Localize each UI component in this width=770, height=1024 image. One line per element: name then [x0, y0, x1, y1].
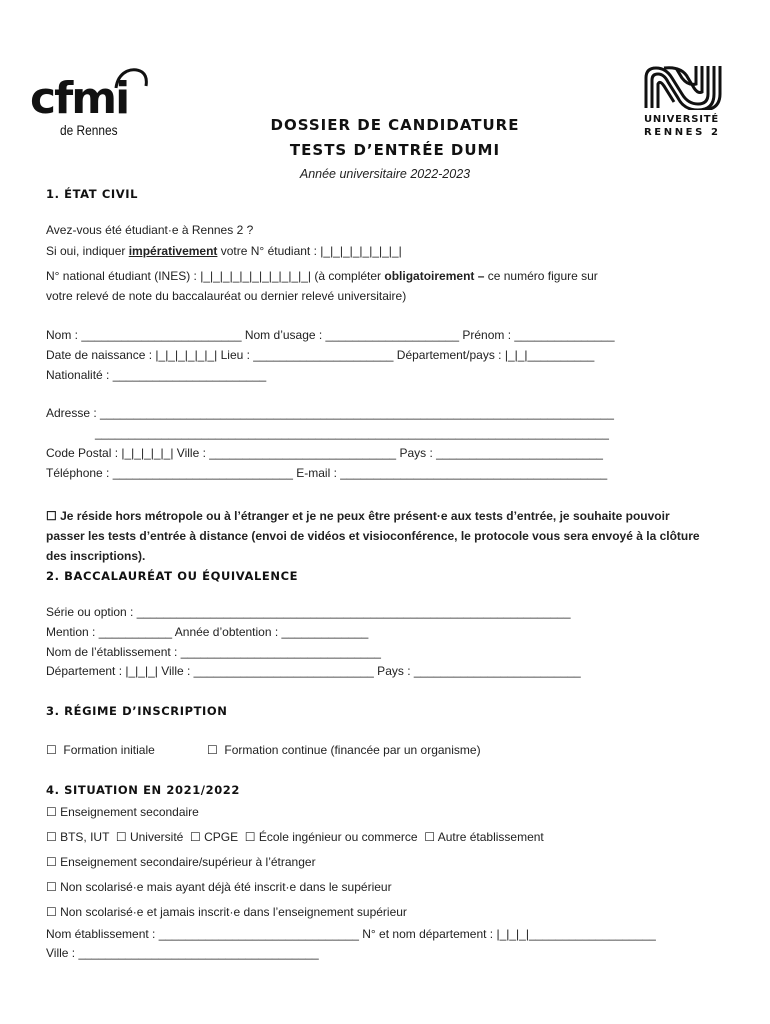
nationality-field[interactable]: Nationalité : _______________________ — [46, 368, 267, 382]
obligatoirement: obligatoirement – — [384, 269, 485, 283]
ines-field[interactable] — [46, 269, 598, 284]
secondary-checkbox[interactable]: ☐ Enseignement secondaire — [46, 805, 199, 819]
si-oui-a: Si oui, indiquer — [46, 244, 129, 258]
doc-title-line2: TESTS D’ENTRÉE DUMI — [289, 141, 501, 159]
rennes2-line1: UNIVERSITÉ — [644, 114, 720, 125]
doc-year: Année universitaire 2022-2023 — [299, 167, 471, 181]
establishment-name-field[interactable]: Nom établissement : ______________________________ N° et nom département : |_|_|_|___________________ — [46, 927, 656, 941]
abroad-checkbox[interactable]: ☐ Enseignement secondaire/supérieur à l’étranger — [46, 855, 316, 869]
serie-field[interactable]: Série ou option : _________________________________________________________________ — [46, 605, 571, 619]
not-enrolled-prev-checkbox[interactable]: ☐ Non scolarisé·e mais ayant déjà été inscrit·e dans le supérieur — [46, 880, 392, 894]
address-field[interactable]: Adresse : _____________________________________________________________________________ — [46, 406, 614, 420]
initial-training-checkbox[interactable]: ☐ Formation initiale — [46, 743, 155, 757]
ines-a: N° national étudiant (INES) : |_|_|_|_|_|_|_|_|_|_|_| (à compléter — [46, 269, 385, 283]
si-oui-c: votre N° étudiant : |_|_|_|_|_|_|_|_| — [217, 244, 402, 258]
cfmi-logo — [30, 62, 150, 142]
rennes2-line2: RENNES 2 — [644, 127, 721, 138]
rennes2-emblem-icon — [642, 64, 722, 110]
ines-note: votre relevé de note du baccalauréat ou dernier relevé universitaire) — [46, 289, 407, 303]
ines-c: ce numéro figure sur — [484, 269, 598, 283]
imperativement: impérativement — [128, 244, 218, 258]
school-name-field[interactable]: Nom de l’établissement : ______________________________ — [46, 645, 381, 659]
establishment-checkboxes[interactable]: ☐ BTS, IUT ☐ Université ☐ CPGE ☐ École ingénieur ou commerce ☐ Autre établissement — [46, 830, 544, 844]
remote-checkbox[interactable]: ☐ Je réside hors métropole ou à l’étranger et je ne peux être présent·e aux tests d’entrée, je souhaite pouvoir — [46, 509, 670, 523]
birth-fields[interactable]: Date de naissance : |_|_|_|_|_|_| Lieu : _____________________ Département/pays : |_|_|__________ — [46, 348, 595, 362]
rennes2-logo — [640, 64, 730, 144]
address-field-2[interactable]: _____________________________________________________________________________ — [95, 426, 609, 440]
section2-heading: 2. BACCALAURÉAT OU ÉQUIVALENCE — [46, 569, 299, 583]
remote-text-2: passer les tests d’entrée à distance (envoi de vidéos et visioconférence, le protocole vous sera envoyé à la clôture — [46, 529, 700, 543]
cfmi-sub: de Rennes — [60, 122, 118, 138]
bac-location-fields[interactable]: Département : |_|_|_| Ville : ___________________________ Pays : _________________________ — [46, 664, 581, 678]
section3-heading: 3. RÉGIME D’INSCRIPTION — [46, 704, 228, 718]
name-fields[interactable]: Nom : ________________________ Nom d’usage : ____________________ Prénom : _______________ — [46, 328, 615, 342]
section4-heading: 4. SITUATION EN 2021/2022 — [46, 783, 240, 797]
never-enrolled-checkbox[interactable]: ☐ Non scolarisé·e et jamais inscrit·e dans l’enseignement supérieur — [46, 905, 407, 919]
q-rennes2: Avez-vous été étudiant·e à Rennes 2 ? — [46, 223, 254, 237]
doc-title-line1: DOSSIER DE CANDIDATURE — [270, 116, 520, 134]
city-field[interactable]: Ville : ____________________________________ — [46, 946, 319, 960]
postal-fields[interactable]: Code Postal : |_|_|_|_|_| Ville : ____________________________ Pays : _________________________ — [46, 446, 603, 460]
continuing-training-checkbox[interactable]: ☐ Formation continue (financée par un organisme) — [207, 743, 481, 757]
mention-fields[interactable]: Mention : ___________ Année d’obtention : _____________ — [46, 625, 369, 639]
section1-heading: 1. ÉTAT CIVIL — [46, 187, 139, 201]
student-number-field[interactable] — [46, 244, 402, 259]
contact-fields[interactable]: Téléphone : ___________________________ E-mail : ________________________________________ — [46, 466, 608, 480]
cfmi-brand: cfmi — [30, 73, 129, 124]
remote-text-3: des inscriptions). — [46, 549, 146, 563]
